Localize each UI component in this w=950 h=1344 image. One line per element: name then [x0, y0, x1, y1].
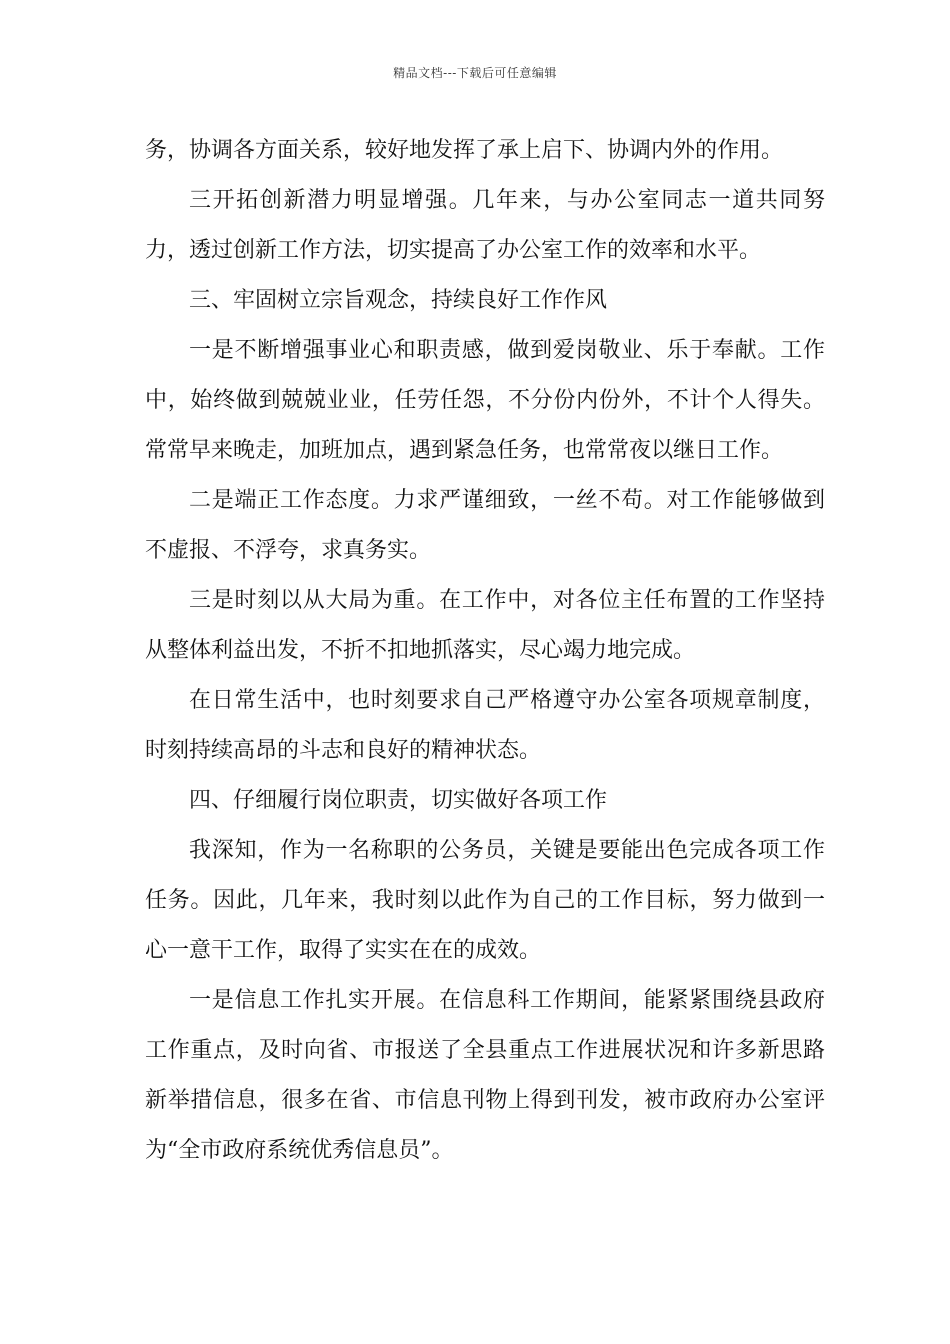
- paragraph-attitude: 二是端正工作态度。力求严谨细致，一丝不苟。对工作能够做到不虚报、不浮夸，求真务实。: [145, 488, 825, 563]
- paragraph-dedication: 一是不断增强事业心和职责感，做到爱岗敬业、乐于奉献。工作中，始终做到兢兢业业，任劳任怨，不分份内份外，不计个人得失。常常早来晚走，加班加点，遇到紧急任务，也常常夜以继日工作。: [145, 338, 825, 463]
- page-header: 精品文档---下载后可任意编辑: [393, 66, 557, 80]
- section-heading-4: 四、仔细履行岗位职责，切实做好各项工作: [189, 788, 608, 813]
- section-heading-3: 三、牢固树立宗旨观念，持续良好工作作风: [189, 288, 608, 313]
- paragraph-continuation: 务，协调各方面关系，较好地发挥了承上启下、协调内外的作用。: [145, 138, 784, 163]
- paragraph-daily-life: 在日常生活中，也时刻要求自己严格遵守办公室各项规章制度，时刻持续高昂的斗志和良好的精神状态。: [145, 688, 825, 763]
- paragraph-innovation: 三开拓创新潜力明显增强。几年来，与办公室同志一道共同努力，透过创新工作方法，切实提高了办公室工作的效率和水平。: [145, 188, 825, 263]
- paragraph-duty: 我深知，作为一名称职的公务员，关键是要能出色完成各项工作任务。因此，几年来，我时刻以此作为自己的工作目标，努力做到一心一意干工作，取得了实实在在的成效。: [145, 838, 825, 963]
- paragraph-big-picture: 三是时刻以从大局为重。在工作中，对各位主任布置的工作坚持从整体利益出发，不折不扣地抓落实，尽心竭力地完成。: [145, 588, 825, 663]
- paragraph-information-work: 一是信息工作扎实开展。在信息科工作期间，能紧紧围绕县政府工作重点，及时向省、市报送了全县重点工作进展状况和许多新思路新举措信息，很多在省、市信息刊物上得到刊发，被市政府办公室评为“全市政府系统优秀信息员”。: [145, 988, 825, 1163]
- document-body: [145, 126, 825, 1176]
